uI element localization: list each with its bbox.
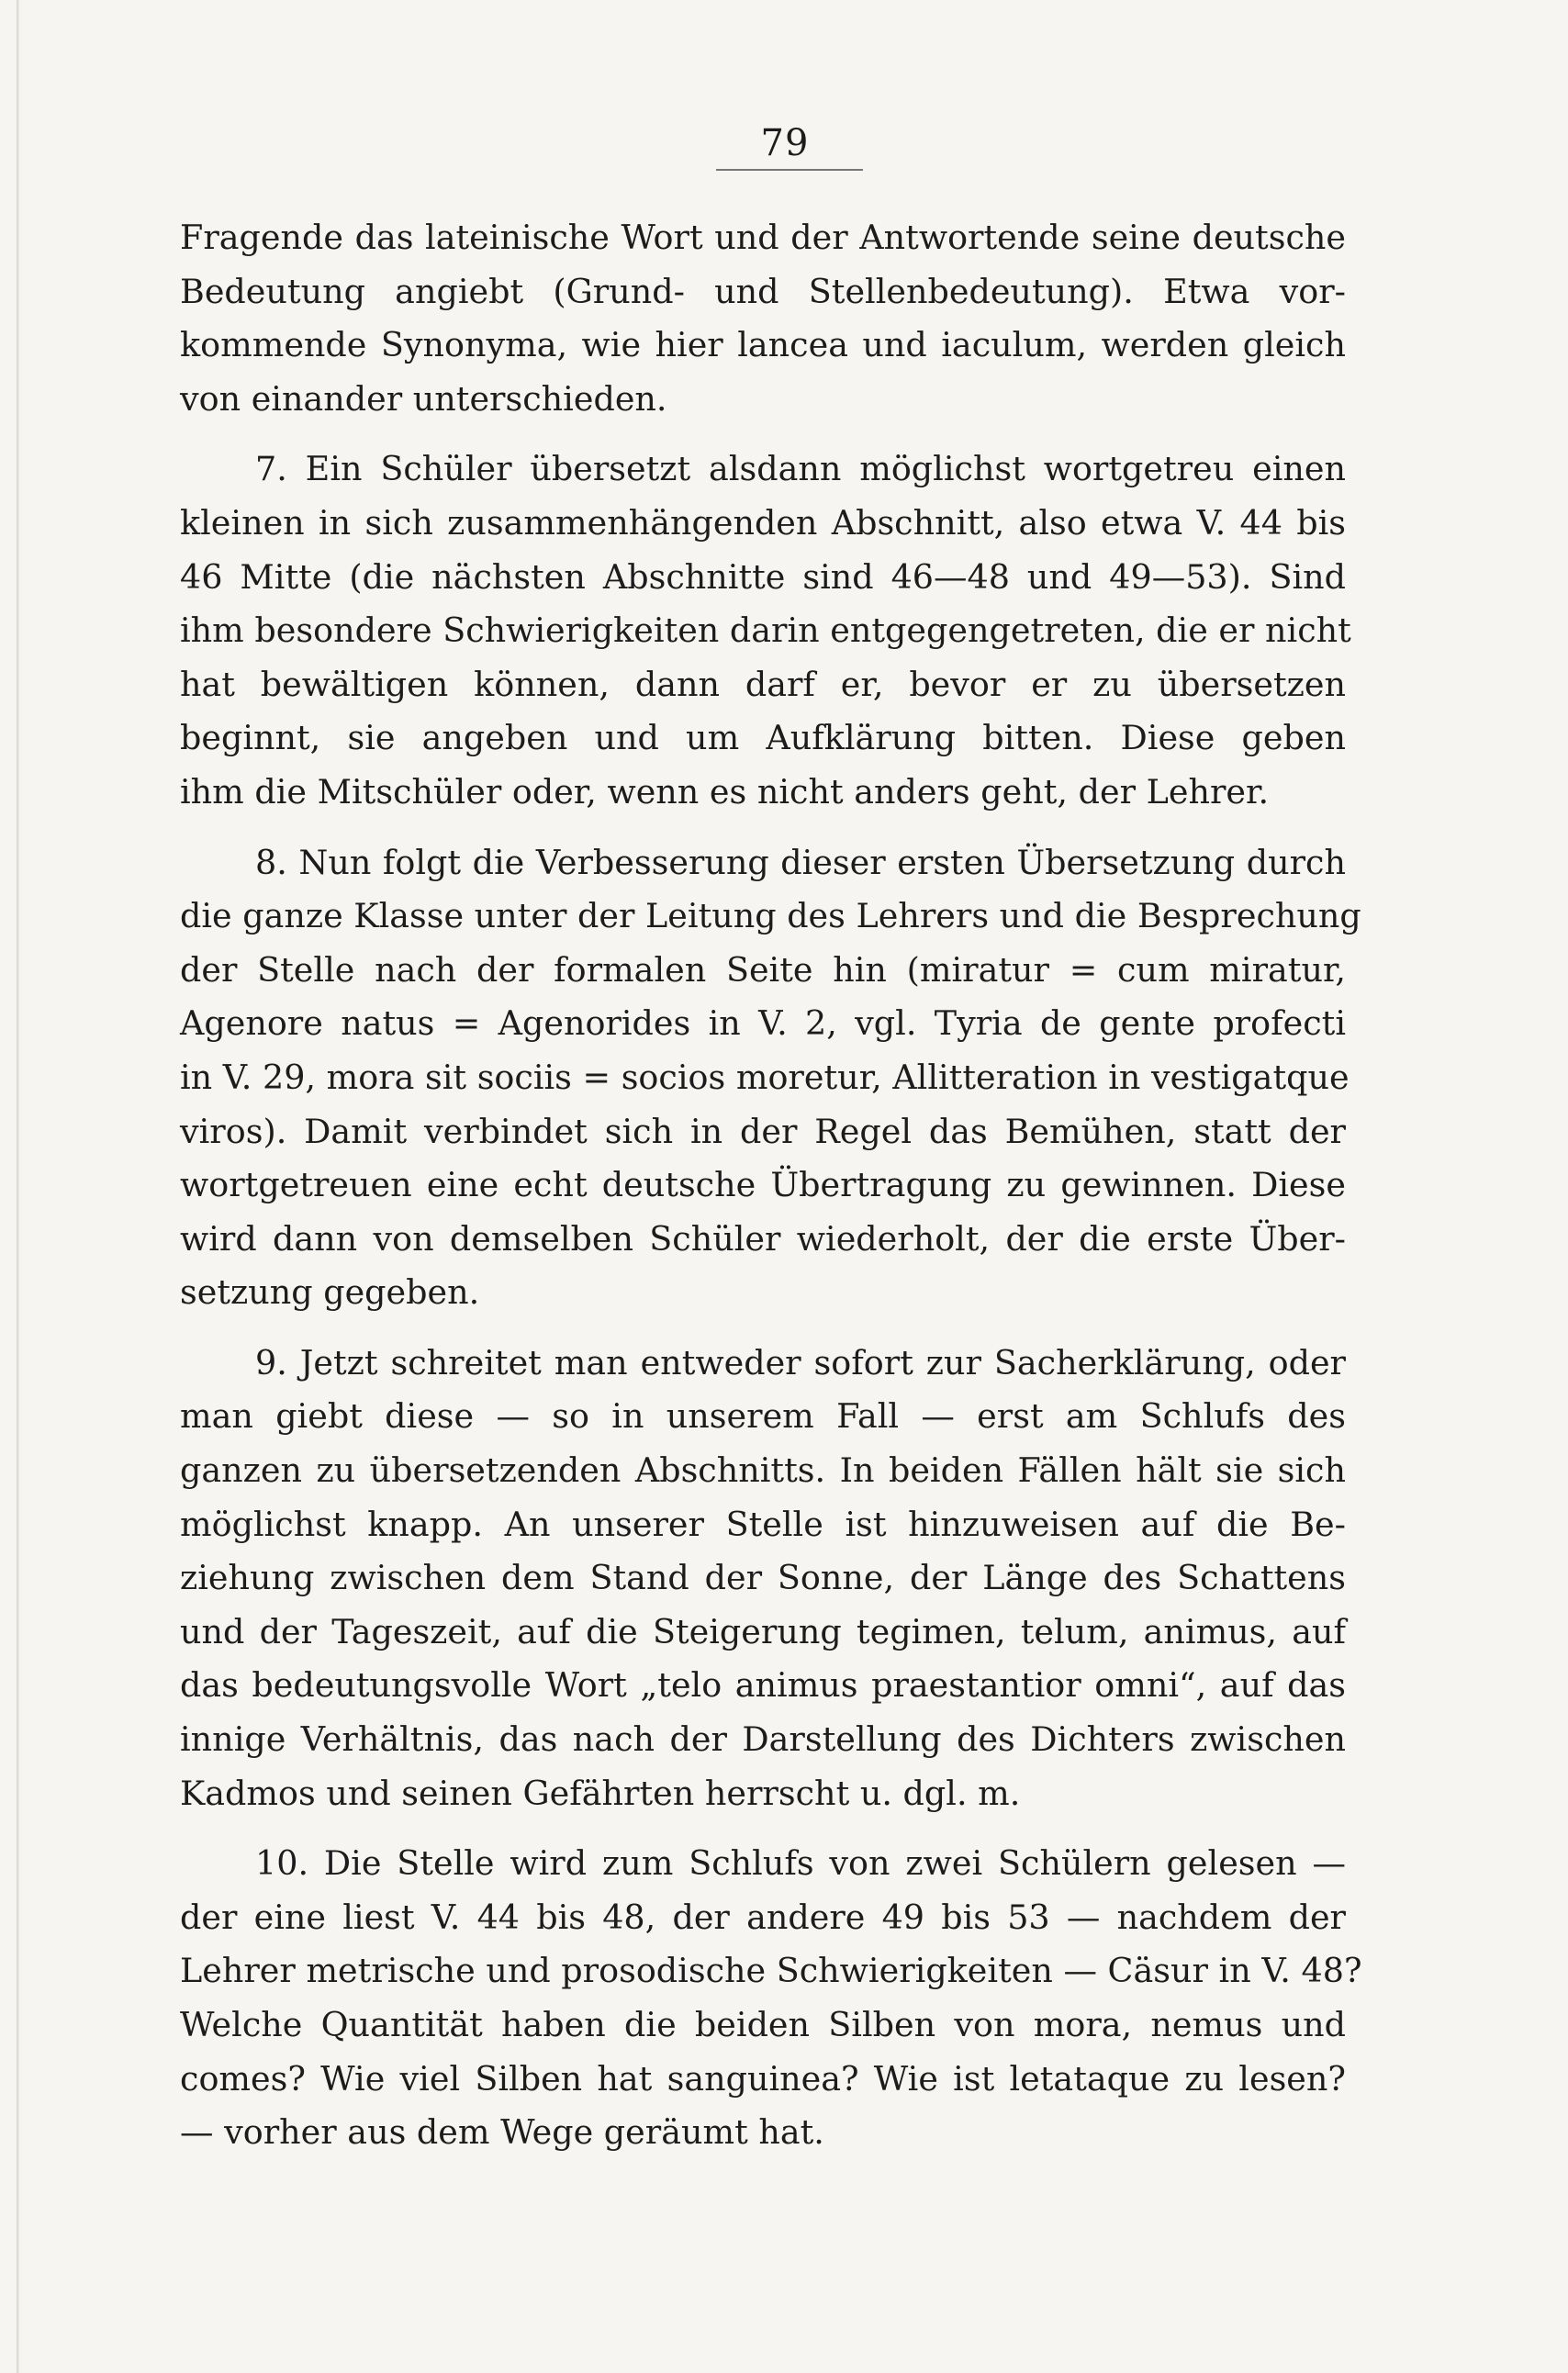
text-line: ziehung zwischen dem Stand der Sonne, der Länge des Schattens <box>180 1558 1346 1598</box>
text-line: das bedeutungsvolle Wort „telo animus praestantior omni“, auf das <box>180 1665 1346 1706</box>
text-line: der eine liest V. 44 bis 48, der andere 49 bis 53 — nachdem der <box>180 1897 1346 1937</box>
text-line: ganzen zu übersetzenden Abschnitts. In beiden Fällen hält sie sich <box>180 1450 1346 1491</box>
text-line: Welche Quantität haben die beiden Silben von mora, nemus und <box>180 2005 1346 2044</box>
page-edge <box>17 0 19 2373</box>
text-line: viros). Damit verbindet sich in der Regel das Bemühen, statt der <box>180 1111 1346 1151</box>
text-line: setzung gegeben. <box>180 1272 480 1313</box>
text-line: innige Verhältnis, das nach der Darstellung des Dichters zwischen <box>180 1719 1346 1760</box>
paragraph-7 <box>180 442 1351 819</box>
text-line: kleinen in sich zusammenhängenden Abschnitt, also etwa V. 44 bis <box>180 502 1346 543</box>
text-line: Bedeutung angiebt (Grund- und Stellenbedeutung). Etwa vor- <box>180 271 1346 311</box>
text-line: der Stelle nach der formalen Seite hin (miratur = cum miratur, <box>180 949 1346 990</box>
text-line: 10. Die Stelle wird zum Schlufs von zwei Schülern gelesen — <box>255 1843 1346 1884</box>
text-line: in V. 29, mora sit sociis = socios moretur, Allitteration in vestigatque <box>180 1057 1350 1097</box>
text-line: Kadmos und seinen Gefährten herrscht u. dgl. m. <box>180 1773 1021 1813</box>
text-line: kommende Synonyma, wie hier lancea und iaculum, werden gleich <box>180 325 1346 365</box>
page-number-rule <box>716 169 863 171</box>
text-line: wird dann von demselben Schüler wiederholt, der die erste Über- <box>180 1218 1346 1259</box>
text-line: ihm besondere Schwierigkeiten darin entgegengetreten, die er nicht <box>180 610 1351 651</box>
body-text <box>180 211 1362 2177</box>
text-line: — vorher aus dem Wege geräumt hat. <box>180 2112 824 2153</box>
text-line: wortgetreuen eine echt deutsche Übertragung zu gewinnen. Diese <box>180 1165 1346 1205</box>
text-line: möglichst knapp. An unserer Stelle ist hinzuweisen auf die Be- <box>180 1504 1346 1544</box>
paragraph-9 <box>180 1337 1346 1820</box>
text-line: 9. Jetzt schreitet man entweder sofort zur Sacherklärung, oder <box>255 1342 1346 1382</box>
page-header <box>716 121 854 171</box>
text-line: man giebt diese — so in unserem Fall — erst am Schlufs des <box>180 1396 1346 1437</box>
text-line: die ganze Klasse unter der Leitung des Lehrers und die Besprechung <box>180 896 1361 936</box>
text-line: 8. Nun folgt die Verbesserung dieser ersten Übersetzung durch <box>255 842 1346 882</box>
text-line: ihm die Mitschüler oder, wenn es nicht anders geht, der Lehrer. <box>180 771 1270 812</box>
text-line: hat bewältigen können, dann darf er, bevor er zu übersetzen <box>180 664 1346 704</box>
text-line: beginnt, sie angeben und um Aufklärung bitten. Diese geben <box>180 718 1346 758</box>
paragraph-10 <box>180 1837 1362 2160</box>
paragraph-8 <box>180 836 1361 1320</box>
text-line: comes? Wie viel Silben hat sanguinea? Wie ist letataque zu lesen? <box>180 2058 1346 2099</box>
text-line: 46 Mitte (die nächsten Abschnitte sind 46—48 und 49—53). Sind <box>180 556 1346 597</box>
page-number: 79 <box>760 122 810 164</box>
text-line: Lehrer metrische und prosodische Schwierigkeiten — Cäsur in V. 48? <box>180 1951 1362 1991</box>
text-line: von einander unterschieden. <box>180 378 667 419</box>
paragraph-continuation <box>180 211 1346 426</box>
text-line: und der Tageszeit, auf die Steigerung tegimen, telum, animus, auf <box>180 1611 1346 1651</box>
text-line: Agenore natus = Agenorides in V. 2, vgl. Tyria de gente profecti <box>180 1003 1346 1044</box>
text-line: Fragende das lateinische Wort und der Antwortende seine deutsche <box>180 218 1346 257</box>
text-line: 7. Ein Schüler übersetzt alsdann möglichst wortgetreu einen <box>255 449 1346 489</box>
